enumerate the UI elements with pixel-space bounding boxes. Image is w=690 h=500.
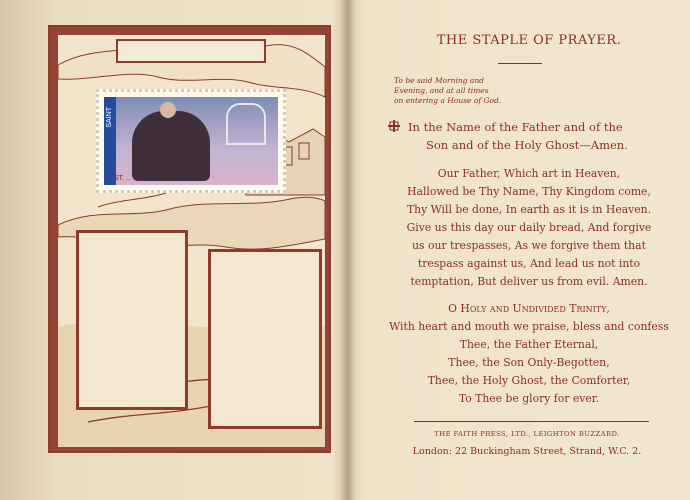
instruction-note [394, 76, 554, 106]
stamp-bottom-text: ST. ... [114, 175, 132, 182]
religious-stamp [96, 89, 286, 193]
stamp-arch [226, 103, 266, 145]
prayer-line-5: us our trespasses, As we forgive them that [412, 239, 646, 252]
trinity-line-1: With heart and mouth we praise, bless and confess [389, 320, 669, 333]
prayer-line-1: Our Father, Which art in Heaven, [437, 167, 621, 180]
lords-prayer [388, 165, 670, 291]
stamp-image [104, 97, 278, 185]
robed-figure [132, 111, 210, 181]
footer-rule [414, 421, 649, 422]
prayer-page [362, 0, 690, 500]
book-gutter [340, 0, 356, 500]
note-line-3: on entering a House of God. [394, 96, 502, 105]
prayer-line-7: temptation, But deliver us from evil. Amen. [410, 275, 648, 288]
trinity-prayer [388, 300, 670, 408]
invocation-line-2: Son and of the Holy Ghost—Amen. [426, 138, 628, 152]
trinity-heading: O Holy and Undivided Trinity, [448, 302, 610, 315]
trinity-line-5: To Thee be glory for ever. [458, 392, 600, 405]
publisher-text: THE FAITH PRESS, LTD., LEIGHTON BUZZARD. [434, 430, 620, 438]
trinity-line-4: Thee, the Holy Ghost, the Comforter, [427, 374, 631, 387]
figure-head [160, 102, 176, 118]
note-line-2: Evening, and at all times [394, 86, 489, 95]
invocation-text [388, 118, 668, 154]
page-title: THE STAPLE OF PRAYER. [436, 33, 622, 48]
illustrated-frame [48, 25, 331, 453]
trinity-line-2: Thee, the Father Eternal, [459, 338, 599, 351]
prayer-line-6: trespass against us, And lead us not into [417, 257, 641, 270]
trinity-line-3: Thee, the Son Only-Begotten, [448, 356, 610, 369]
stamp-side-text: SAINT [106, 107, 113, 128]
invocation-line-1: In the Name of the Father and of the [408, 120, 623, 134]
title-rule [498, 63, 542, 64]
publisher-address: London: 22 Buckingham Street, Strand, W.C. 2. [412, 446, 642, 457]
prayer-line-2: Hallowed be Thy Name, Thy Kingdom come, [407, 185, 651, 198]
blank-photo-frame-right [208, 249, 322, 429]
prayer-line-4: Give us this day our daily bread, And forgive [406, 221, 652, 234]
top-plaque [116, 39, 266, 63]
blank-photo-frame-left [76, 230, 188, 410]
note-line-1: To be said Morning and [394, 76, 484, 85]
prayer-line-3: Thy Will be done, In earth as it is in Heaven. [406, 203, 652, 216]
